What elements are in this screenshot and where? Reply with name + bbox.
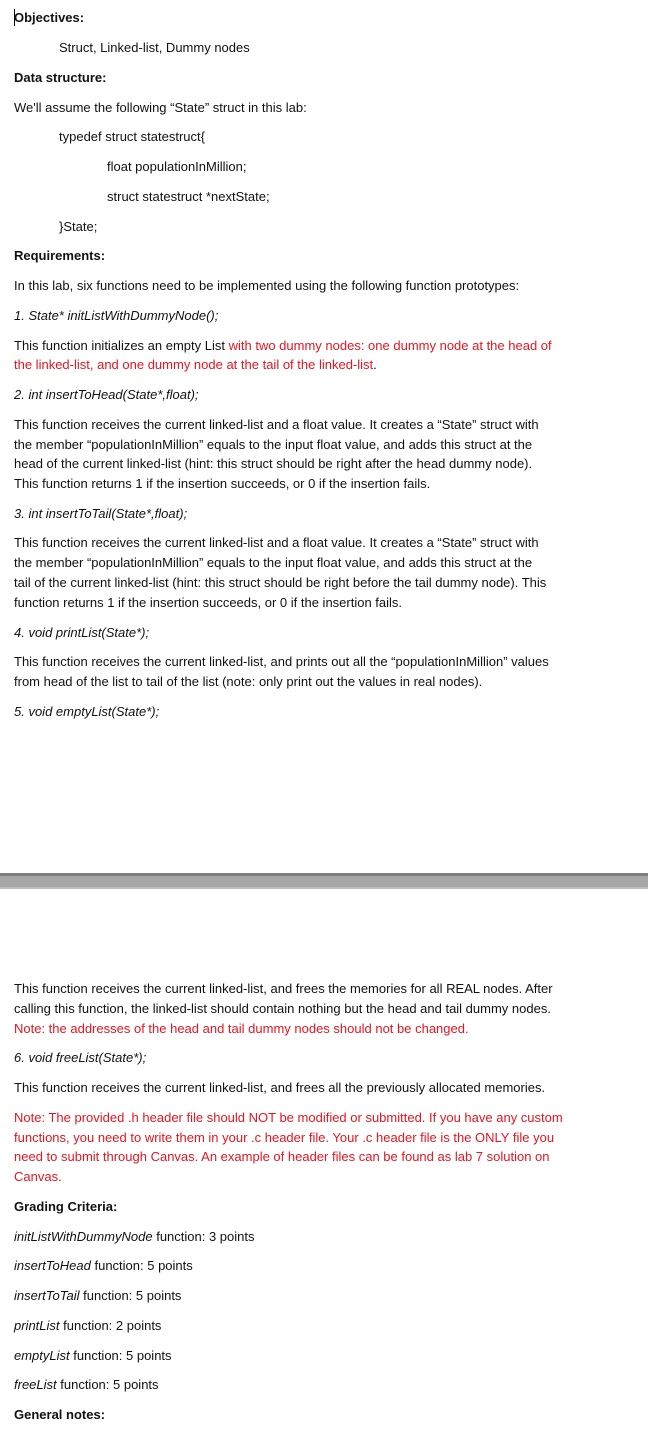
- submission-note-line: Canvas.: [14, 1169, 62, 1184]
- grading-fn: printList: [14, 1318, 60, 1333]
- general-notes-heading: General notes:: [14, 1407, 106, 1422]
- grading-item: [14, 1318, 161, 1334]
- objectives-heading: Objectives:: [14, 10, 85, 25]
- code-line: typedef struct statestruct{: [59, 129, 205, 144]
- grading-heading: Grading Criteria:: [14, 1199, 118, 1214]
- document-page-2: [0, 889, 648, 1440]
- function-3-desc-line: the member “populationInMillion” equals to the input float value, and adds this struct at the: [14, 555, 533, 570]
- code-line: }State;: [59, 219, 98, 234]
- function-2-desc-line: This function receives the current linked-list and a float value. It creates a “State” struct with: [14, 417, 539, 432]
- grading-fn: initListWithDummyNode: [14, 1229, 153, 1244]
- code-line: struct statestruct *nextState;: [107, 189, 270, 204]
- function-4-desc-line: from head of the list to tail of the list (note: only print out the values in real nodes).: [14, 674, 483, 689]
- grading-fn: insertToTail: [14, 1288, 80, 1303]
- function-6-desc: This function receives the current linked-list, and frees all the previously allocated memories.: [14, 1080, 546, 1095]
- function-2-desc-line: the member “populationInMillion” equals to the input float value, and adds this struct at the: [14, 437, 533, 452]
- grading-fn: insertToHead: [14, 1258, 91, 1273]
- function-2-title: 2. int insertToHead(State*,float);: [14, 387, 199, 402]
- function-1-desc-line: [14, 357, 377, 373]
- page-break: [0, 873, 648, 889]
- grading-fn: emptyList: [14, 1348, 70, 1363]
- function-5-note: Note: the addresses of the head and tail dummy nodes should not be changed.: [14, 1021, 469, 1036]
- grading-points: function: 3 points: [152, 1229, 255, 1244]
- grading-points: function: 5 points: [69, 1348, 172, 1363]
- function-4-desc-line: This function receives the current linked-list, and prints out all the “populationInMillion” values: [14, 654, 549, 669]
- data-structure-heading: Data structure:: [14, 70, 107, 85]
- function-1-desc-line: [14, 338, 552, 354]
- grading-item: [14, 1229, 255, 1245]
- grading-points: function: 5 points: [56, 1377, 159, 1392]
- function-5-title: 5. void emptyList(State*);: [14, 704, 160, 719]
- function-2-desc-line: head of the current linked-list (hint: this struct should be right after the head dummy node).: [14, 456, 533, 471]
- desc-text: This function initializes an empty List: [14, 338, 229, 353]
- desc-text-red: with two dummy nodes: one dummy node at the head of: [228, 338, 552, 353]
- desc-text: .: [373, 357, 377, 372]
- submission-note-line: functions, you need to write them in your .c header file. Your .c header file is the ONLY file you: [14, 1130, 555, 1145]
- function-5-desc-line: This function receives the current linked-list, and frees the memories for all REAL nodes. After: [14, 981, 553, 996]
- grading-points: function: 5 points: [79, 1288, 182, 1303]
- function-3-title: 3. int insertToTail(State*,float);: [14, 506, 188, 521]
- objectives-text: Struct, Linked-list, Dummy nodes: [59, 40, 250, 55]
- grading-item: [14, 1288, 181, 1304]
- function-4-title: 4. void printList(State*);: [14, 625, 150, 640]
- grading-points: function: 2 points: [59, 1318, 162, 1333]
- grading-points: function: 5 points: [90, 1258, 193, 1273]
- function-6-title: 6. void freeList(State*);: [14, 1050, 147, 1065]
- desc-text-red: the linked-list, and one dummy node at the tail of the linked-list: [14, 357, 374, 372]
- requirements-heading: Requirements:: [14, 248, 106, 263]
- function-2-desc-line: This function returns 1 if the insertion succeeds, or 0 if the insertion fails.: [14, 476, 431, 491]
- code-line: float populationInMillion;: [107, 159, 247, 174]
- submission-note-line: need to submit through Canvas. An example of header files can be found as lab 7 solution on: [14, 1149, 550, 1164]
- grading-item: [14, 1377, 159, 1393]
- requirements-intro: In this lab, six functions need to be implemented using the following function prototypes:: [14, 278, 520, 293]
- function-3-desc-line: function returns 1 if the insertion succeeds, or 0 if the insertion fails.: [14, 595, 403, 610]
- data-structure-intro: We'll assume the following “State” struct in this lab:: [14, 100, 307, 115]
- submission-note-line: Note: The provided .h header file should NOT be modified or submitted. If you have any custom: [14, 1110, 563, 1125]
- function-1-title: 1. State* initListWithDummyNode();: [14, 308, 219, 323]
- grading-item: [14, 1258, 193, 1274]
- grading-fn: freeList: [14, 1377, 57, 1392]
- function-5-desc-line: calling this function, the linked-list should contain nothing but the head and tail dummy nodes.: [14, 1001, 551, 1016]
- grading-item: [14, 1348, 172, 1364]
- function-3-desc-line: tail of the current linked-list (hint: this struct should be right before the tail dummy node). This: [14, 575, 547, 590]
- function-3-desc-line: This function receives the current linked-list and a float value. It creates a “State” struct with: [14, 535, 539, 550]
